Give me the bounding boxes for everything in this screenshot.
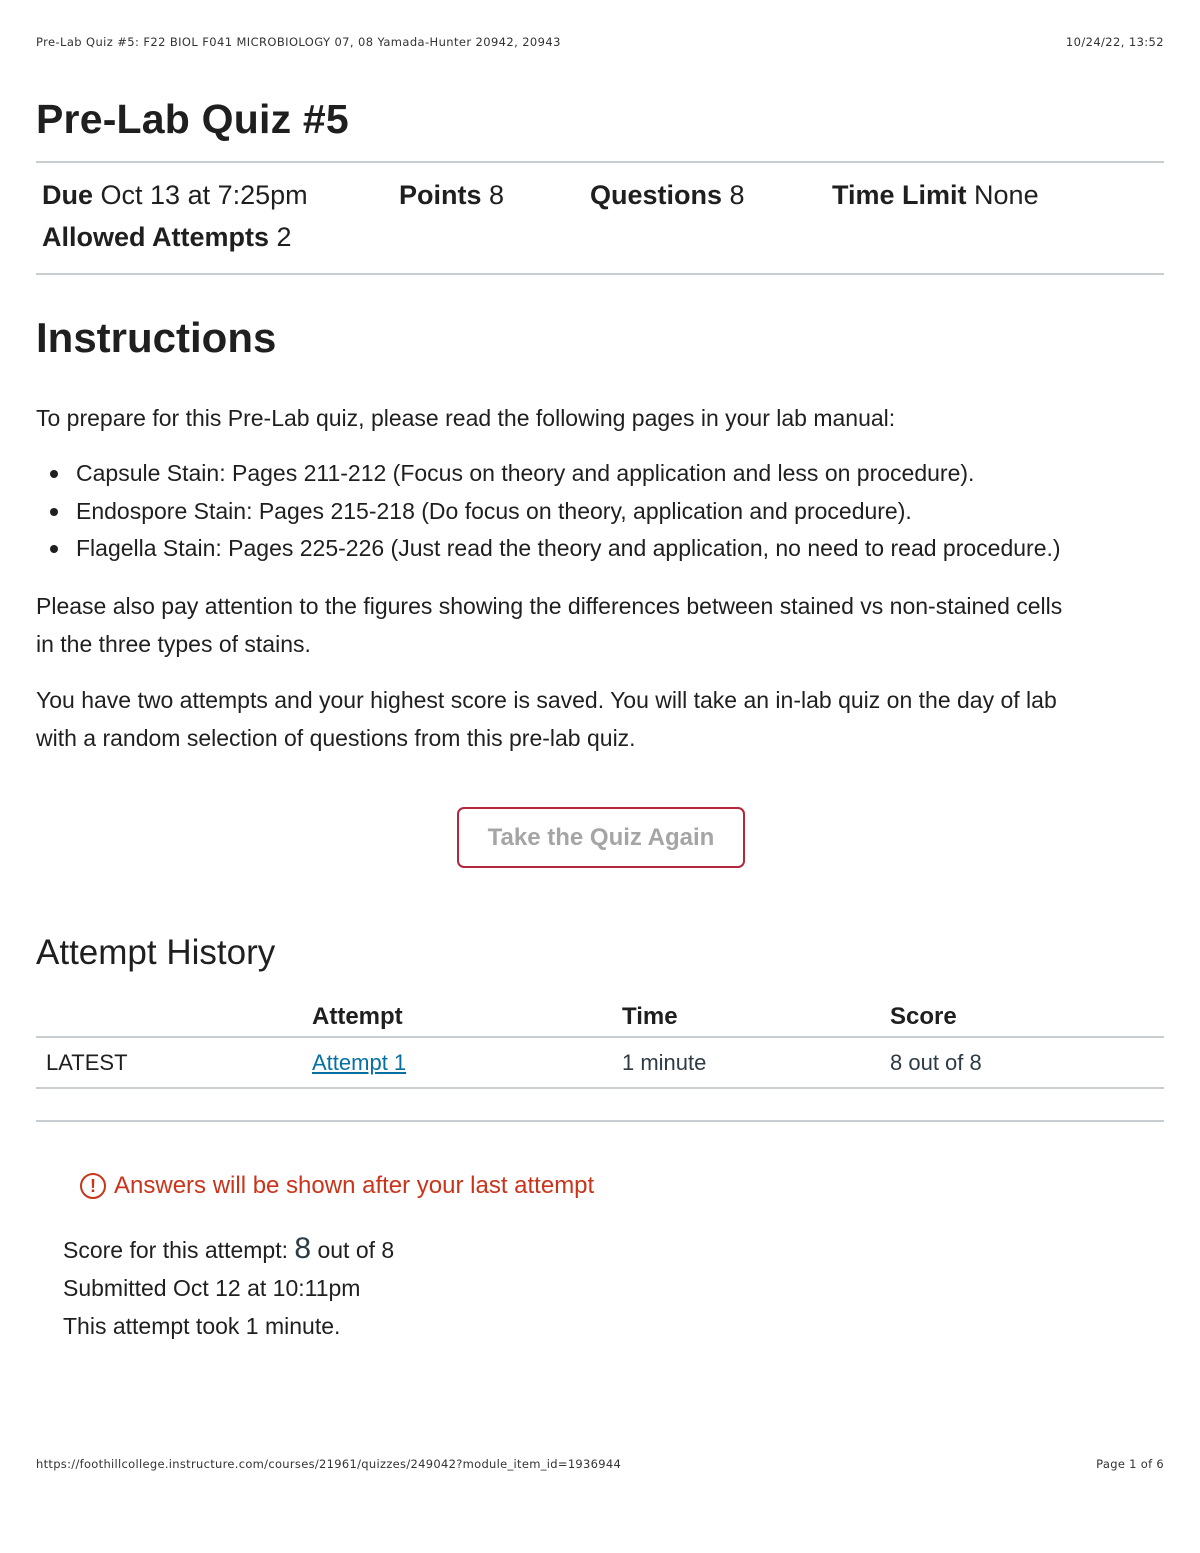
print-header [36, 35, 1164, 49]
allowed-attempts-value: 2 [276, 222, 292, 252]
quiz-questions [590, 180, 745, 211]
list-item: Flagella Stain: Pages 225-226 (Just read the theory and application, no need to read procedure.) [36, 530, 1061, 568]
score-value: 8 [294, 1232, 312, 1265]
instructions-intro: To prepare for this Pre-Lab quiz, please read the following pages in your lab manual: [36, 405, 896, 431]
attempt-duration: This attempt took 1 minute. [63, 1313, 341, 1339]
questions-label: Questions [590, 180, 723, 210]
take-quiz-again-button[interactable]: Take the Quiz Again [457, 807, 745, 868]
attempt-submitted: Submitted Oct 12 at 10:11pm [63, 1275, 361, 1301]
time-limit-value: None [974, 180, 1039, 210]
list-item: Endospore Stain: Pages 215-218 (Do focus on theory, application and procedure). [36, 493, 1061, 531]
time-limit-label: Time Limit [832, 180, 967, 210]
print-footer-url: https://foothillcollege.instructure.com/courses/21961/quizzes/249042?module_item_id=1936944 [36, 1457, 622, 1471]
print-footer-page-number: Page 1 of 6 [1096, 1457, 1164, 1471]
due-label: Due [42, 180, 94, 210]
instructions-attempts-note: You have two attempts and your highest score is saved. You will take an in-lab quiz on the day of lab with a random selection of questions from this pre-lab quiz. [36, 687, 1057, 751]
bullet-icon [50, 508, 58, 516]
instructions-heading: Instructions [36, 314, 277, 361]
points-value: 8 [489, 180, 505, 210]
attempt-time: 1 minute [622, 1037, 890, 1088]
answers-notice-text: Answers will be shown after your last attempt [114, 1172, 595, 1199]
table-row [36, 1037, 1164, 1088]
column-header-time: Time [622, 998, 890, 1037]
attempt-cell [312, 1037, 622, 1088]
attempt-history-table [36, 998, 1164, 1089]
quiz-time-limit [832, 180, 1039, 211]
quiz-allowed-attempts [42, 222, 292, 253]
due-value: Oct 13 at 7:25pm [100, 180, 308, 210]
answers-notice [80, 1172, 594, 1200]
attempt-history-heading: Attempt History [36, 933, 276, 972]
quiz-due [42, 180, 308, 211]
column-header-attempt: Attempt [312, 998, 622, 1037]
print-footer [36, 1457, 1164, 1471]
table-header-row [36, 998, 1164, 1037]
questions-value: 8 [729, 180, 745, 210]
attempt-score-summary: Score for this attempt: 8 out of 8 [63, 1232, 395, 1265]
column-header-score: Score [890, 998, 1164, 1037]
bullet-icon [50, 470, 58, 478]
allowed-attempts-label: Allowed Attempts [42, 222, 270, 252]
instructions-figures-note: Please also pay attention to the figures showing the differences between stained vs non-stained cells in the three types of stains. [36, 593, 1063, 657]
print-header-timestamp: 10/24/22, 13:52 [1065, 35, 1164, 49]
reading-list [36, 455, 1061, 568]
attempt-1-link[interactable]: Attempt 1 [312, 1049, 407, 1075]
divider [36, 1120, 1164, 1122]
warning-icon: ! [80, 1173, 106, 1199]
print-header-title: Pre-Lab Quiz #5: F22 BIOL F041 MICROBIOLOGY 07, 08 Yamada-Hunter 20942, 20943 [36, 35, 561, 49]
attempt-score: 8 out of 8 [890, 1037, 1164, 1088]
quiz-points [399, 180, 504, 211]
divider [36, 273, 1164, 275]
attempt-status: LATEST [36, 1037, 312, 1088]
page-title: Pre-Lab Quiz #5 [36, 96, 349, 142]
divider [36, 161, 1164, 163]
column-header-status [36, 998, 312, 1037]
bullet-icon [50, 545, 58, 553]
list-item: Capsule Stain: Pages 211-212 (Focus on theory and application and less on procedure). [36, 455, 1061, 493]
points-label: Points [399, 180, 482, 210]
